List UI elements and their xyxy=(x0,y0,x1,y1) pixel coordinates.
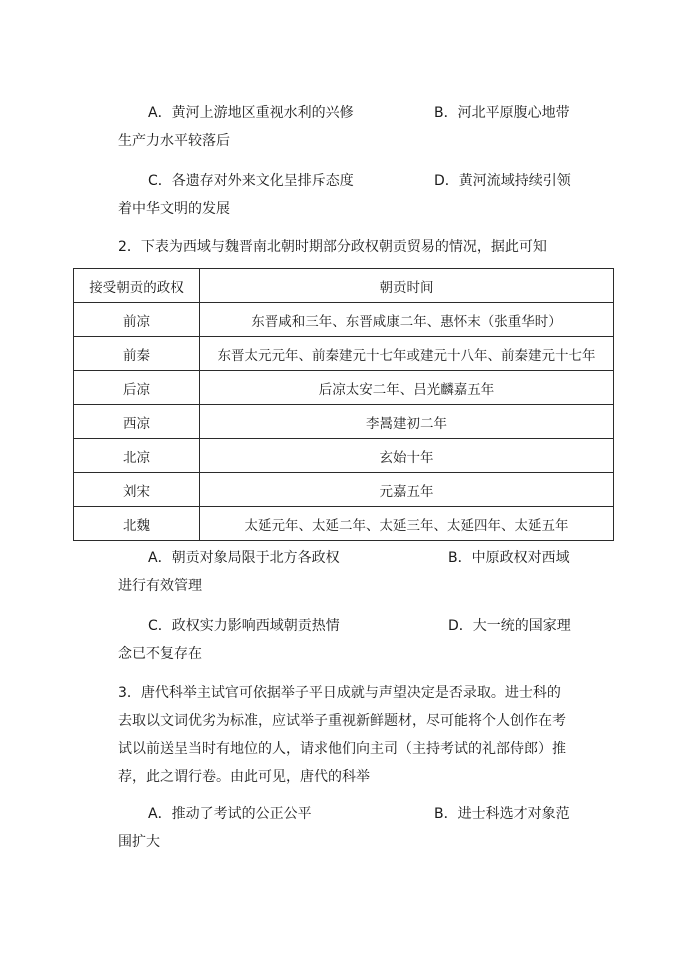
q1-option-d: D．黄河流域持续引领 xyxy=(434,173,571,189)
table-row xyxy=(74,507,614,541)
table-cell-regime: 前秦 xyxy=(74,337,200,371)
table-cell-time: 李暠建初二年 xyxy=(200,405,614,439)
q1-option-c: C．各遗存对外来文化呈排斥态度 xyxy=(148,173,354,189)
table-row xyxy=(74,473,614,507)
q1-option-b: B．河北平原腹心地带 xyxy=(434,105,570,121)
tribute-table xyxy=(73,268,614,541)
table-row xyxy=(74,371,614,405)
q3-stem-line-3: 试以前送呈当时有地位的人，请求他们向主司（主持考试的礼部侍郎）推 xyxy=(118,741,566,757)
q2-option-a: A．朝贡对象局限于北方各政权 xyxy=(148,550,340,566)
table-cell-time: 元嘉五年 xyxy=(200,473,614,507)
q1-option-b-continued: 生产力水平较落后 xyxy=(118,133,230,149)
table-header-time: 朝贡时间 xyxy=(200,269,614,303)
q3-stem-line-2: 去取以文词优劣为标准，应试举子重视新鲜题材，尽可能将个人创作在考 xyxy=(118,713,566,729)
table-cell-time: 玄始十年 xyxy=(200,439,614,473)
q2-option-b-continued: 进行有效管理 xyxy=(118,578,202,594)
table-cell-regime: 前凉 xyxy=(74,303,200,337)
table-cell-regime: 后凉 xyxy=(74,371,200,405)
table-cell-time: 东晋咸和三年、东晋咸康二年、惠怀末（张重华时） xyxy=(200,303,614,337)
q2-option-c: C．政权实力影响西域朝贡热情 xyxy=(148,618,340,634)
table-cell-regime: 北魏 xyxy=(74,507,200,541)
table-row xyxy=(74,405,614,439)
q2-option-b: B．中原政权对西域 xyxy=(448,550,570,566)
table-cell-regime: 西凉 xyxy=(74,405,200,439)
q1-option-a: A．黄河上游地区重视水利的兴修 xyxy=(148,105,354,121)
q1-option-d-continued: 着中华文明的发展 xyxy=(118,201,230,217)
table-cell-time: 后凉太安二年、吕光麟嘉五年 xyxy=(200,371,614,405)
q3-option-a: A．推动了考试的公正公平 xyxy=(148,806,312,822)
table-row xyxy=(74,303,614,337)
q2-option-d: D．大一统的国家理 xyxy=(448,618,571,634)
q3-option-b: B．进士科选才对象范 xyxy=(434,806,570,822)
q3-stem-line-4: 荐，此之谓行卷。由此可见，唐代的科举 xyxy=(118,769,370,785)
q3-stem-line-1: 3．唐代科举主试官可依据举子平日成就与声望决定是否录取。进士科的 xyxy=(118,685,561,701)
table-cell-time: 东晋太元元年、前秦建元十七年或建元十八年、前秦建元十七年 xyxy=(200,337,614,371)
table-cell-regime: 北凉 xyxy=(74,439,200,473)
table-cell-regime: 刘宋 xyxy=(74,473,200,507)
table-row xyxy=(74,439,614,473)
table-header-regime: 接受朝贡的政权 xyxy=(74,269,200,303)
table-header-row xyxy=(74,269,614,303)
q2-stem: 2．下表为西域与魏晋南北朝时期部分政权朝贡贸易的情况，据此可知 xyxy=(118,239,547,255)
q3-option-b-continued: 围扩大 xyxy=(118,834,160,850)
table-row xyxy=(74,337,614,371)
q2-option-d-continued: 念已不复存在 xyxy=(118,646,202,662)
table-cell-time: 太延元年、太延二年、太延三年、太延四年、太延五年 xyxy=(200,507,614,541)
